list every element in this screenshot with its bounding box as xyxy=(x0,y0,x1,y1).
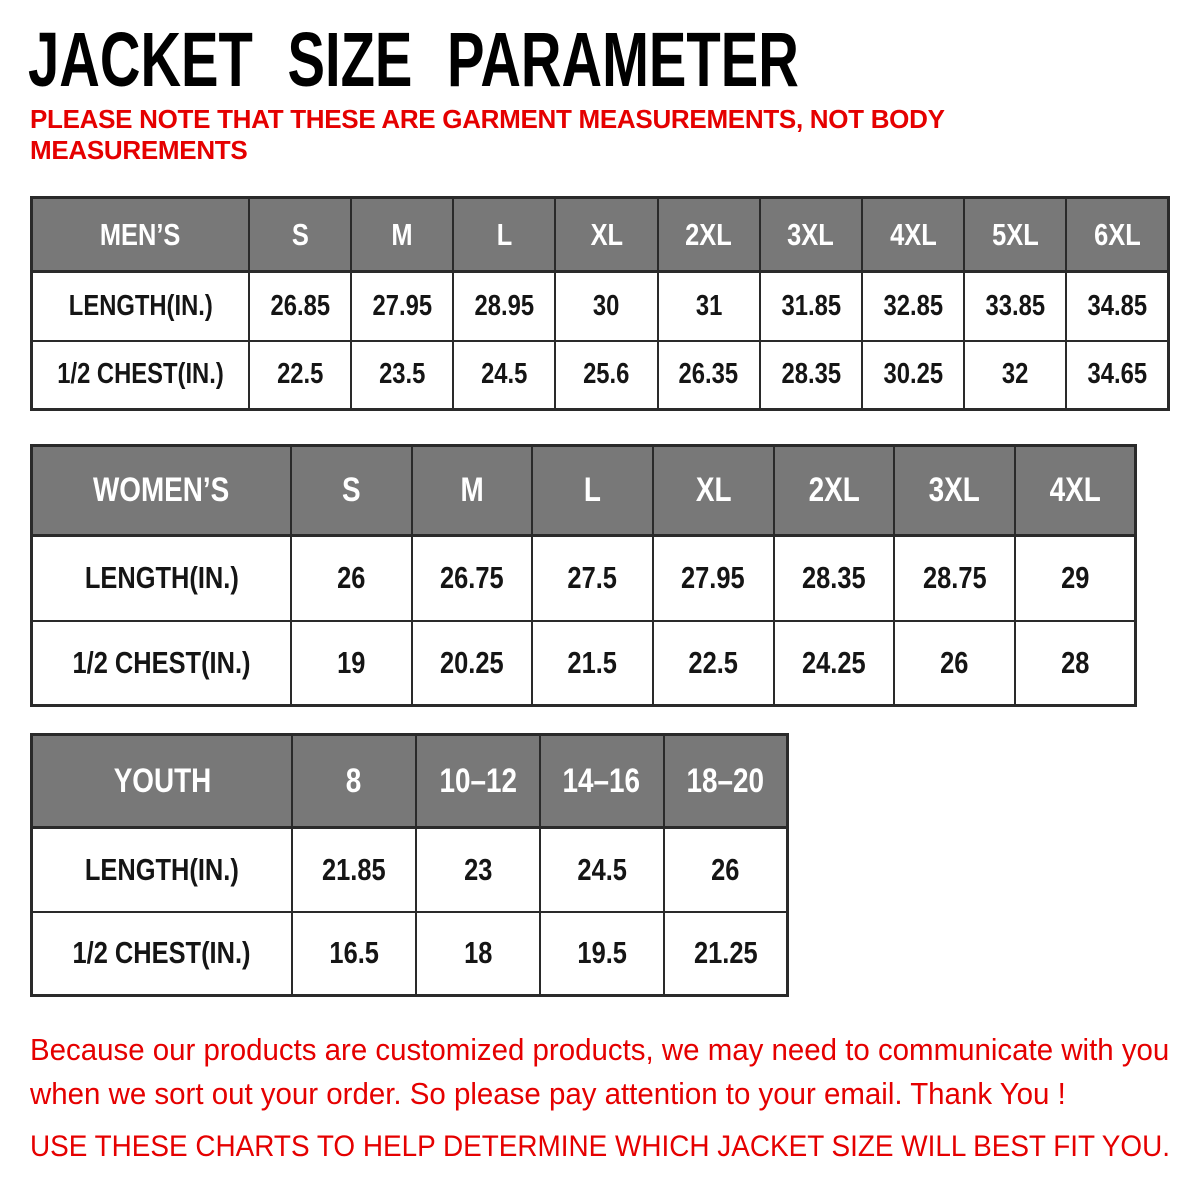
measurement-value-text: 25.6 xyxy=(583,358,630,391)
size-table-womens xyxy=(30,444,1137,707)
measurement-value-text: 26.75 xyxy=(440,560,504,596)
measurement-value-text: 19 xyxy=(337,644,366,680)
size-column-header-text: 18–20 xyxy=(686,761,765,800)
footer-communication-note-line1-text: Because our products are customized products, we may need to communicate with you xyxy=(30,1032,1170,1067)
measurement-value xyxy=(532,621,653,706)
size-column-header-text: 6XL xyxy=(1093,216,1141,252)
measurement-value-text: 29 xyxy=(1060,560,1090,596)
size-column-header-text: 2XL xyxy=(685,216,733,252)
measurement-value xyxy=(453,272,555,341)
footer-communication-note-line1 xyxy=(30,1032,1200,1068)
row-label-text: LENGTH(IN.) xyxy=(85,851,239,887)
row-label xyxy=(32,272,250,341)
measurement-value xyxy=(532,536,653,621)
row-label xyxy=(32,536,292,621)
measurement-value-text: 21.5 xyxy=(567,644,618,680)
table-title-youth xyxy=(32,735,293,828)
row-label-text: LENGTH(IN.) xyxy=(84,560,239,596)
measurement-value-text: 21.25 xyxy=(693,935,758,971)
measurement-value-text: 30.25 xyxy=(883,358,943,391)
size-table-mens xyxy=(30,196,1170,411)
measurement-value-text: 28 xyxy=(1060,644,1090,680)
measurement-value-text: 31.85 xyxy=(781,289,841,322)
row-label xyxy=(32,621,292,706)
row-label-text: LENGTH(IN.) xyxy=(68,289,213,322)
measurement-value xyxy=(964,341,1066,410)
size-column-header-text: 8 xyxy=(346,761,362,800)
size-column-header xyxy=(1015,446,1136,536)
measurement-value xyxy=(412,621,533,706)
measurement-value-text: 28.35 xyxy=(802,560,866,596)
size-column-header xyxy=(1066,198,1168,272)
size-column-header-text: 3XL xyxy=(787,216,835,252)
measurement-value xyxy=(774,621,895,706)
measurement-value-text: 28.75 xyxy=(922,560,987,596)
size-column-header-text: 10–12 xyxy=(439,761,517,800)
measurement-value xyxy=(658,272,760,341)
size-column-header xyxy=(453,198,555,272)
measurement-value-text: 30 xyxy=(593,289,620,322)
measurement-value xyxy=(894,536,1015,621)
measurement-value xyxy=(540,828,664,912)
measurement-value xyxy=(1066,272,1168,341)
header-row-mens xyxy=(32,198,1169,272)
size-column-header xyxy=(416,735,540,828)
size-column-header-text: 4XL xyxy=(889,216,937,252)
measurement-value-text: 31 xyxy=(695,289,722,322)
size-column-header xyxy=(658,198,760,272)
row-label-text: 1/2 CHEST(IN.) xyxy=(72,644,251,680)
measurement-value xyxy=(653,621,774,706)
measurement-value-text: 26.35 xyxy=(678,358,739,391)
measurement-value xyxy=(555,272,657,341)
measurement-value xyxy=(964,272,1066,341)
size-column-header xyxy=(894,446,1015,536)
measurement-value xyxy=(291,536,412,621)
size-column-header xyxy=(555,198,657,272)
measurement-value-text: 34.65 xyxy=(1087,358,1147,391)
row-label xyxy=(32,828,293,912)
measurement-value-text: 22.5 xyxy=(276,358,324,391)
row-label-text: 1/2 CHEST(IN.) xyxy=(57,358,224,391)
garment-measurement-note: PLEASE NOTE THAT THESE ARE GARMENT MEASUREMENTS, NOT BODY MEASUREMENTS xyxy=(30,104,945,165)
measurement-value xyxy=(862,341,964,410)
size-column-header xyxy=(653,446,774,536)
measurement-value-text: 16.5 xyxy=(329,935,379,971)
table-title-youth-text: YOUTH xyxy=(113,761,211,800)
size-column-header-text: 14–16 xyxy=(562,761,641,800)
measurement-value xyxy=(1015,536,1136,621)
measurement-value xyxy=(249,272,351,341)
row-label xyxy=(32,341,250,410)
measurement-value xyxy=(416,912,540,996)
footer-communication-note-line2-text: when we sort out your order. So please pay attention to your email. Thank You ! xyxy=(30,1076,1066,1111)
measurement-value-text: 33.85 xyxy=(985,289,1045,322)
measurement-value-text: 24.5 xyxy=(576,851,627,887)
measurement-value-text: 19.5 xyxy=(576,935,627,971)
measurement-row xyxy=(32,828,788,912)
measurement-value xyxy=(351,272,453,341)
measurement-value xyxy=(664,912,788,996)
measurement-value xyxy=(351,341,453,410)
size-column-header xyxy=(291,446,412,536)
measurement-row xyxy=(32,621,1136,706)
size-column-header xyxy=(249,198,351,272)
measurement-value xyxy=(1015,621,1136,706)
size-column-header-text: 4XL xyxy=(1049,471,1101,509)
header-row-womens xyxy=(32,446,1136,536)
size-column-header-text: XL xyxy=(695,471,732,509)
measurement-value xyxy=(416,828,540,912)
table-title-womens-text: WOMEN’S xyxy=(93,471,230,509)
measurement-value xyxy=(249,341,351,410)
measurement-value xyxy=(774,536,895,621)
measurement-value-text: 26 xyxy=(711,851,740,887)
measurement-value-text: 24.5 xyxy=(481,358,528,391)
footer-usage-note xyxy=(30,1130,1200,1164)
measurement-value xyxy=(653,536,774,621)
size-column-header xyxy=(664,735,788,828)
measurement-value-text: 27.95 xyxy=(372,289,432,322)
table-title-mens-text: MEN’S xyxy=(100,216,181,252)
size-column-header xyxy=(774,446,895,536)
measurement-value-text: 27.95 xyxy=(681,560,746,596)
measurement-value xyxy=(555,341,657,410)
measurement-value-text: 28.95 xyxy=(474,289,535,322)
measurement-row xyxy=(32,272,1169,341)
size-table-youth xyxy=(30,733,789,997)
size-column-header-text: S xyxy=(291,216,309,252)
measurement-value-text: 26 xyxy=(940,644,969,680)
measurement-value xyxy=(862,272,964,341)
measurement-value xyxy=(453,341,555,410)
size-column-header xyxy=(964,198,1066,272)
size-column-header-text: M xyxy=(391,216,413,252)
measurement-value-text: 32 xyxy=(1001,358,1029,391)
size-column-header xyxy=(532,446,653,536)
measurement-value-text: 22.5 xyxy=(688,644,738,680)
measurement-value xyxy=(540,912,664,996)
size-column-header-text: L xyxy=(496,216,513,252)
measurement-value xyxy=(894,621,1015,706)
size-column-header xyxy=(292,735,416,828)
size-column-header xyxy=(760,198,862,272)
measurement-value-text: 23.5 xyxy=(379,358,426,391)
size-column-header xyxy=(540,735,664,828)
footer-communication-note-line2 xyxy=(30,1076,1120,1112)
measurement-value-text: 26 xyxy=(337,560,366,596)
measurement-value-text: 23 xyxy=(463,851,492,887)
size-column-header xyxy=(351,198,453,272)
measurement-row xyxy=(32,912,788,996)
size-column-header-text: 5XL xyxy=(991,216,1039,252)
size-column-header-text: S xyxy=(342,471,361,509)
table-title-mens xyxy=(32,198,250,272)
measurement-value xyxy=(664,828,788,912)
measurement-value xyxy=(760,341,862,410)
footer-usage-note-text: USE THESE CHARTS TO HELP DETERMINE WHICH JACKET SIZE WILL BEST FIT YOU. xyxy=(30,1130,1171,1163)
size-column-header-text: L xyxy=(584,471,602,509)
header-row-youth xyxy=(32,735,788,828)
measurement-value xyxy=(412,536,533,621)
measurement-value xyxy=(292,828,416,912)
size-column-header-text: 3XL xyxy=(928,471,981,509)
measurement-row xyxy=(32,536,1136,621)
measurement-value xyxy=(1066,341,1168,410)
size-column-header-text: M xyxy=(460,471,484,509)
table-title-womens xyxy=(32,446,292,536)
measurement-value-text: 26.85 xyxy=(270,289,330,322)
measurement-value-text: 20.25 xyxy=(440,644,504,680)
measurement-value-text: 27.5 xyxy=(567,560,618,596)
size-column-header-text: 2XL xyxy=(808,471,860,509)
page-title-text: JACKET SIZE PARAMETER xyxy=(28,17,799,103)
measurement-row xyxy=(32,341,1169,410)
measurement-value-text: 28.35 xyxy=(781,358,841,391)
row-label xyxy=(32,912,293,996)
size-column-header xyxy=(862,198,964,272)
measurement-value-text: 34.85 xyxy=(1087,289,1147,322)
size-column-header xyxy=(412,446,533,536)
measurement-value-text: 18 xyxy=(463,935,492,971)
measurement-value-text: 32.85 xyxy=(883,289,943,322)
measurement-value-text: 21.85 xyxy=(322,851,386,887)
row-label-text: 1/2 CHEST(IN.) xyxy=(73,935,251,971)
measurement-value-text: 24.25 xyxy=(802,644,866,680)
measurement-value xyxy=(760,272,862,341)
measurement-value xyxy=(292,912,416,996)
size-column-header-text: XL xyxy=(590,216,623,252)
measurement-value xyxy=(291,621,412,706)
measurement-value xyxy=(658,341,760,410)
